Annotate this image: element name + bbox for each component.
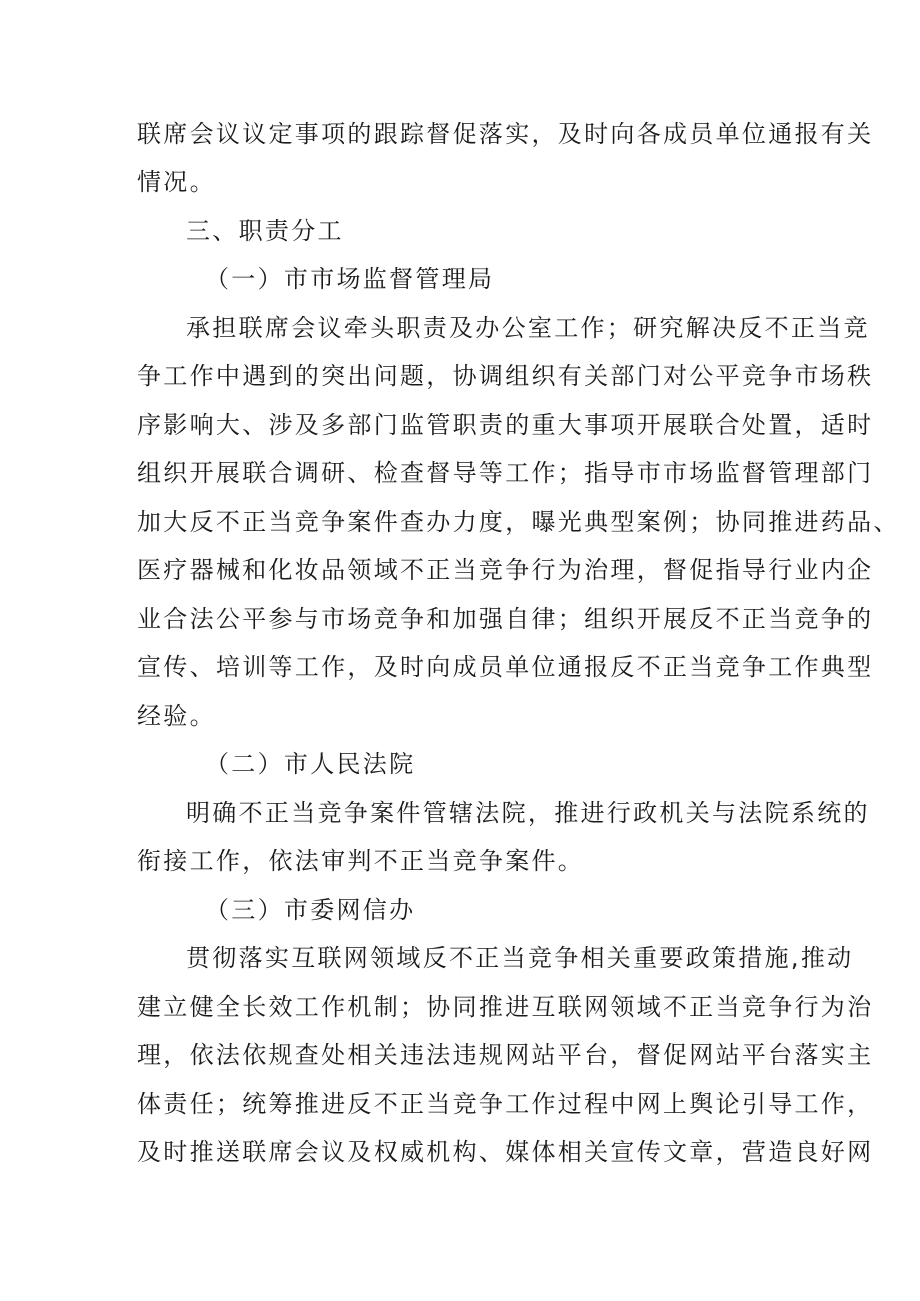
paragraph-line: 业合法公平参与市场竞争和加强自律；组织开展反不正当竞争的 bbox=[137, 605, 874, 633]
subsection-heading: （三）市委网信办 bbox=[205, 896, 416, 924]
subsection-heading: （二）市人民法院 bbox=[205, 750, 416, 778]
paragraph-line: 序影响大、涉及多部门监管职责的重大事项开展联合处置，适时 bbox=[137, 411, 874, 439]
paragraph-line: 经验。 bbox=[137, 702, 216, 730]
paragraph-line: 加大反不正当竞争案件查办力度，曝光典型案例；协同推进药品、 bbox=[137, 508, 900, 536]
paragraph-line: 建立健全长效工作机制；协同推进互联网领域不正当竞争行为治 bbox=[137, 993, 874, 1021]
paragraph-line: 明确不正当竞争案件管辖法院，推进行政机关与法院系统的 bbox=[186, 799, 870, 827]
paragraph-line: 情况。 bbox=[137, 168, 216, 196]
paragraph-line: 承担联席会议牵头职责及办公室工作；研究解决反不正当竞 bbox=[186, 314, 870, 342]
paragraph-line: 争工作中遇到的突出问题，协调组织有关部门对公平竞争市场秩 bbox=[137, 362, 874, 390]
paragraph-line: 及时推送联席会议及权威机构、媒体相关宣传文章，营造良好网 bbox=[137, 1138, 874, 1166]
paragraph-line: 联席会议议定事项的跟踪督促落实，及时向各成员单位通报有关 bbox=[137, 120, 874, 148]
paragraph-line: 衔接工作，依法审判不正当竞争案件。 bbox=[137, 847, 585, 875]
section-heading: 三、职责分工 bbox=[186, 217, 344, 245]
paragraph-line: 体责任；统筹推进反不正当竞争工作过程中网上舆论引导工作， bbox=[137, 1090, 874, 1118]
subsection-heading: （一）市市场监督管理局 bbox=[205, 265, 495, 293]
paragraph-line: 宣传、培训等工作，及时向成员单位通报反不正当竞争工作典型 bbox=[137, 653, 874, 681]
paragraph-line: 贯彻落实互联网领域反不正当竞争相关重要政策措施,推动 bbox=[186, 944, 854, 972]
paragraph-line: 医疗器械和化妆品领域不正当竞争行为治理，督促指导行业内企 bbox=[137, 556, 874, 584]
paragraph-line: 理，依法依规查处相关违法违规网站平台，督促网站平台落实主 bbox=[137, 1041, 874, 1069]
paragraph-line: 组织开展联合调研、检查督导等工作；指导市市场监督管理部门 bbox=[137, 459, 874, 487]
